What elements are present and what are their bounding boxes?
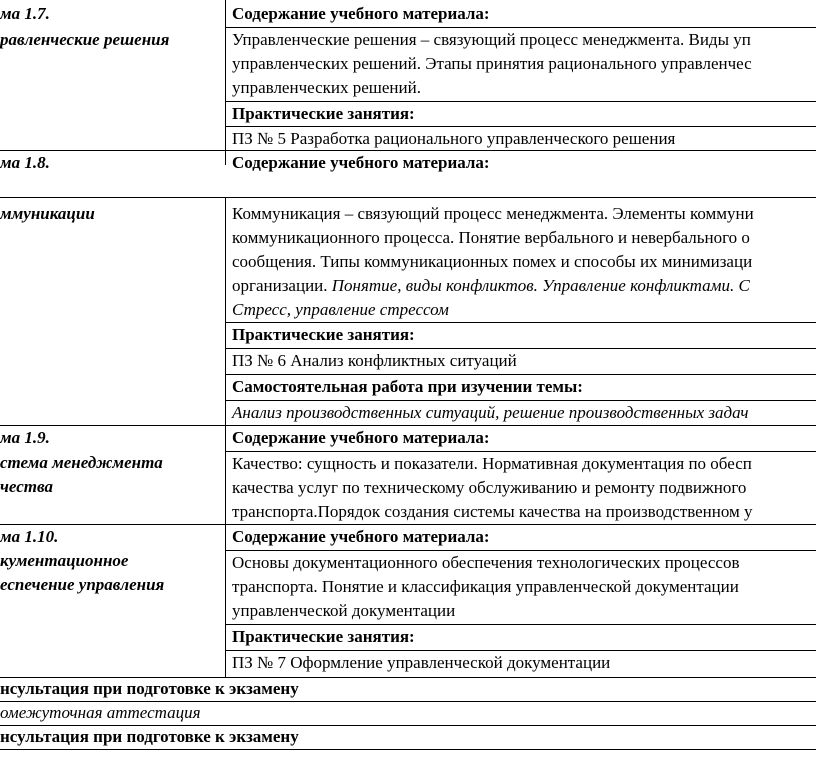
column-divider [225, 0, 226, 165]
topic-subtitle: кументационное [0, 551, 129, 570]
content-line: транспорта. Понятие и классификация управленческой документации [232, 577, 739, 596]
selfwork-item: Анализ производственных ситуаций, решение производственных задач [232, 403, 749, 422]
content-header: Содержание учебного материала: [232, 527, 490, 546]
content-text: организации. [232, 276, 332, 295]
content-header: Содержание учебного материала: [232, 153, 490, 172]
content-line [232, 274, 750, 298]
content-line: управленческих решений. Этапы принятия рационального управленчес [232, 54, 752, 73]
topic-title: ма 1.7. [0, 4, 50, 23]
content-line: транспорта.Порядок создания системы качества на производственном у [232, 502, 753, 521]
topic-title: ма 1.8. [0, 153, 50, 172]
content-line: Коммуникация – связующий процесс менеджмента. Элементы коммуни [232, 204, 754, 223]
selfwork-header: Самостоятельная работа при изучении темы: [232, 377, 583, 396]
content-line: сообщения. Типы коммуникационных помех и способы их минимизаци [232, 252, 753, 271]
practice-item: ПЗ № 6 Анализ конфликтных ситуаций [232, 351, 517, 370]
content-line: коммуникационного процесса. Понятие вербального и невербального о [232, 228, 750, 247]
practice-item: ПЗ № 7 Оформление управленческой документации [232, 653, 611, 672]
topic-title: ма 1.10. [0, 527, 59, 546]
topic-subtitle: стема менеджмента [0, 453, 163, 472]
content-line: управленческих решений. [232, 78, 421, 97]
content-line: Качество: сущность и показатели. Нормативная документация по обесп [232, 454, 752, 473]
practice-header: Практические занятия: [232, 627, 415, 646]
row-line [0, 749, 816, 750]
content-line: качества услуг по техническому обслуживанию и ремонту подвижного [232, 478, 747, 497]
topic-subtitle: ммуникации [0, 204, 95, 223]
practice-item: ПЗ № 5 Разработка рационального управленческого решения [232, 129, 676, 148]
consultation-row: нсультация при подготовке к экзамену [0, 679, 299, 698]
content-line: управленческой документации [232, 601, 456, 620]
topic-subtitle: еспечение управления [0, 575, 165, 594]
content-header: Содержание учебного материала: [232, 4, 490, 23]
practice-header: Практические занятия: [232, 104, 415, 123]
column-divider [225, 197, 226, 678]
topic-title: ма 1.9. [0, 428, 50, 447]
content-line: Основы документационного обеспечения технологических процессов [232, 553, 740, 572]
consultation-row: нсультация при подготовке к экзамену [0, 727, 299, 746]
interim-attestation-row: омежуточная аттестация [0, 703, 201, 722]
content-line: Стресс, управление стрессом [232, 300, 449, 319]
content-text-italic: Понятие, виды конфликтов. Управление конфликтами. С [331, 276, 750, 295]
content-header: Содержание учебного материала: [232, 428, 490, 447]
topic-subtitle: равленческие решения [0, 30, 170, 49]
row-line [0, 197, 816, 198]
practice-header: Практические занятия: [232, 325, 415, 344]
topic-subtitle: чества [0, 477, 53, 496]
content-line: Управленческие решения – связующий процесс менеджмента. Виды уп [232, 30, 751, 49]
